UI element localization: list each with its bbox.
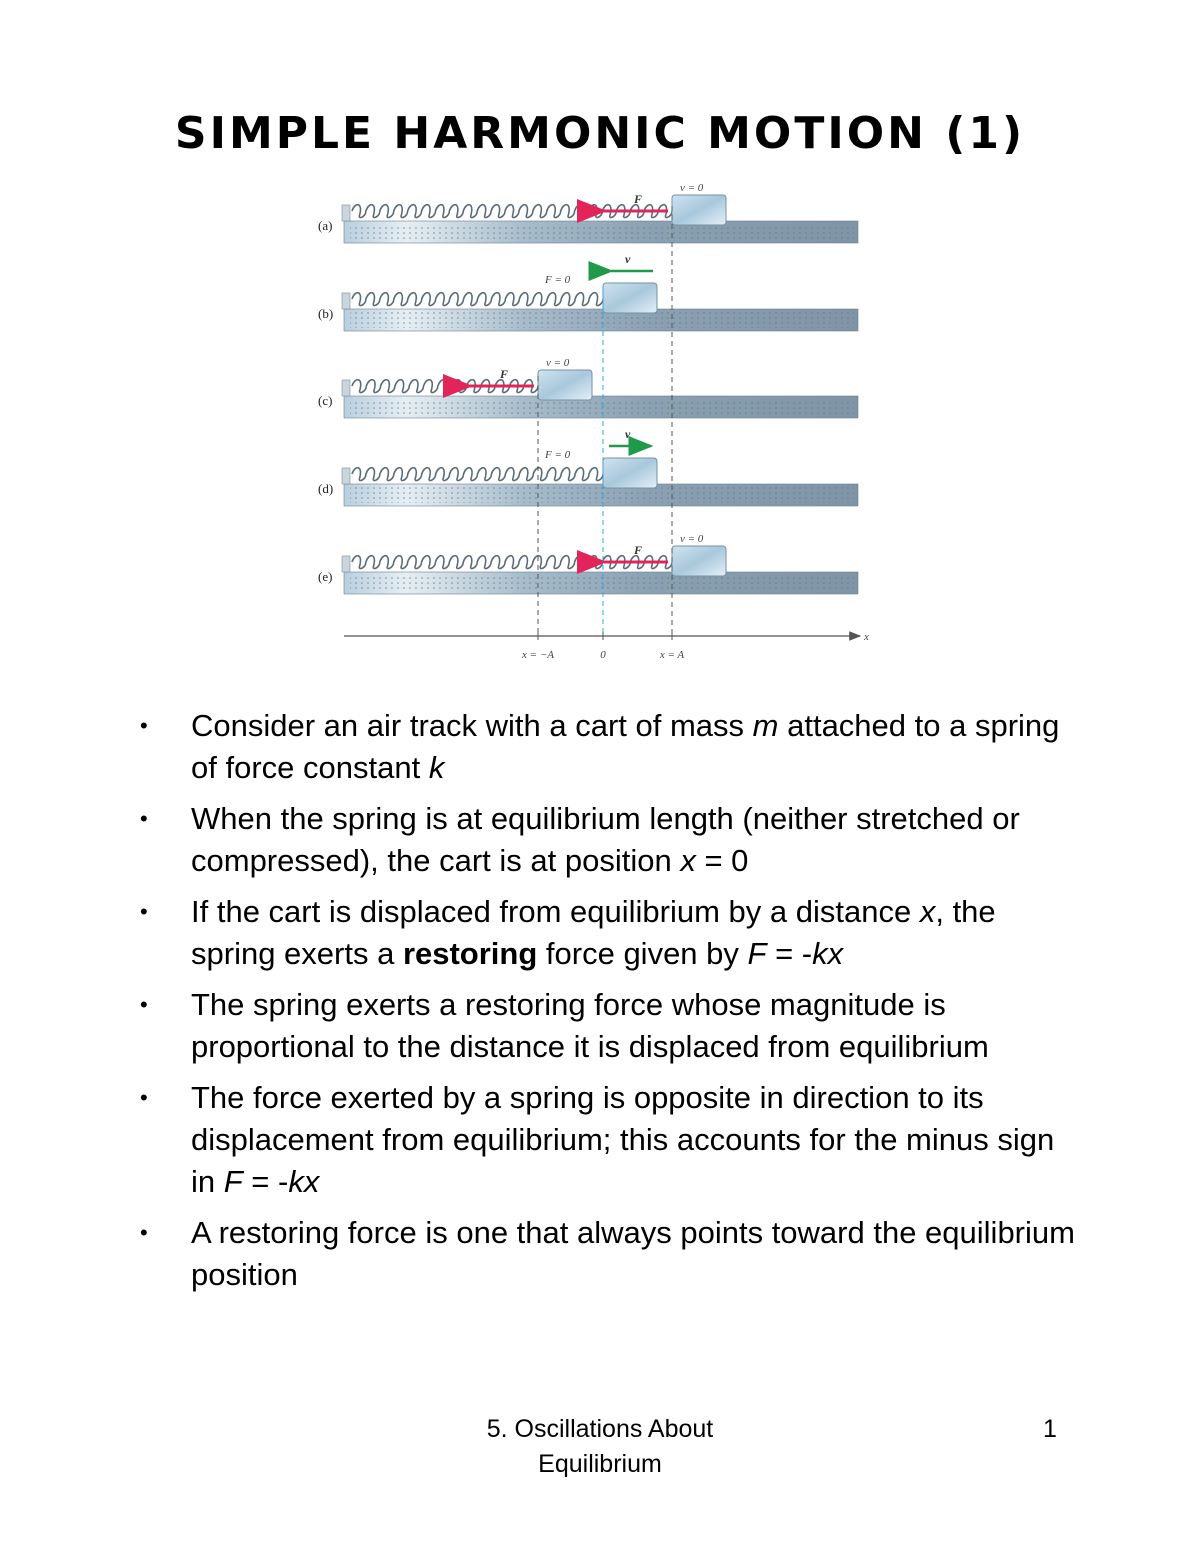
bullet-item — [140, 705, 1080, 789]
axis-tick-label: x = A — [659, 649, 685, 661]
cart — [672, 546, 726, 576]
bullet-text: x — [680, 843, 696, 878]
bullet-text: When the spring is at equilibrium length (neither stretched or compressed), the cart is at position — [191, 801, 1020, 878]
panel-label: (b) — [318, 306, 334, 321]
bullet-text: F — [223, 1164, 243, 1199]
velocity-label: v — [625, 252, 631, 266]
footer-chapter-line1: 5. Oscillations About — [486, 1415, 714, 1443]
spring-cart-figure — [300, 176, 880, 676]
bullet-text: The force exerted by a spring is opposite in direction to its displacement from equilibrium; this accounts for the minus sign in — [191, 1080, 1055, 1199]
x-axis-label: x — [864, 631, 869, 643]
speed-label: v = 0 — [546, 357, 570, 369]
axis-tick-label: x = −A — [522, 649, 554, 661]
panel-label: (a) — [318, 218, 333, 233]
bullet-text: force given by — [537, 936, 748, 971]
panel-label: (c) — [318, 393, 333, 408]
bullet-marker: • — [140, 713, 148, 738]
cart — [603, 458, 657, 488]
force-label: F = 0 — [545, 449, 571, 461]
bullet-text: kx — [812, 936, 844, 971]
axis-tick-label: 0 — [600, 649, 606, 661]
bullet-text: k — [428, 750, 445, 785]
bullet-marker: • — [140, 899, 148, 924]
speed-label: v = 0 — [680, 182, 704, 194]
bullet-text: A restoring force is one that always points toward the equilibrium position — [191, 1215, 1075, 1292]
bullet-text: attached to a spring of force constant — [191, 708, 1060, 785]
bullet-text: = - — [242, 1164, 289, 1199]
page-number: 1 — [1043, 1415, 1057, 1443]
bullet-item — [140, 1212, 1080, 1296]
panel-label: (e) — [318, 569, 333, 584]
air-track-holes — [350, 399, 854, 415]
footer-chapter — [420, 1412, 780, 1482]
spring — [352, 468, 603, 481]
spring-cart-diagram — [300, 176, 880, 676]
bullet-marker: • — [140, 992, 148, 1017]
wall-bracket — [342, 293, 350, 309]
force-label: F — [500, 367, 509, 381]
bullet-marker: • — [140, 1085, 148, 1110]
air-track-holes — [350, 487, 854, 503]
force-label: F — [634, 543, 643, 557]
bullet-text: = 0 — [695, 843, 749, 878]
speed-label: v = 0 — [680, 533, 704, 545]
cart — [538, 370, 592, 400]
bullet-marker: • — [140, 1220, 148, 1245]
bullet-text: restoring — [402, 936, 538, 971]
bullet-text: m — [752, 708, 779, 743]
bullet-marker: • — [140, 806, 148, 831]
bullet-text: Consider an air track with a cart of mass — [191, 708, 753, 743]
wall-bracket — [342, 380, 350, 396]
air-track-holes — [350, 575, 854, 591]
bullet-text: F — [747, 936, 767, 971]
cart — [672, 195, 726, 225]
footer-chapter-line2: Equilibrium — [538, 1450, 662, 1478]
air-track-holes — [350, 224, 854, 240]
figure-panels — [318, 182, 858, 594]
bullet-item — [140, 798, 1080, 882]
bullet-list — [140, 705, 1080, 1305]
velocity-label: v — [625, 427, 631, 441]
air-track-holes — [350, 312, 854, 328]
cart — [603, 283, 657, 313]
panel-label: (d) — [318, 481, 334, 496]
bullet-text: , the spring exerts a — [191, 894, 996, 971]
force-label: F = 0 — [545, 274, 571, 286]
bullet-text: kx — [288, 1164, 320, 1199]
wall-bracket — [342, 205, 350, 221]
bullet-item — [140, 891, 1080, 975]
force-label: F — [634, 192, 643, 206]
wall-bracket — [342, 468, 350, 484]
bullet-text: = - — [766, 936, 813, 971]
wall-bracket — [342, 556, 350, 572]
spring — [352, 293, 603, 306]
bullet-text: x — [919, 894, 936, 929]
bullet-item — [140, 984, 1080, 1068]
bullet-text: If the cart is displaced from equilibrium by a distance — [191, 894, 920, 929]
bullet-text: The spring exerts a restoring force whose magnitude is proportional to the distance it is displaced from equilibrium — [191, 987, 989, 1064]
page-title: SIMPLE HARMONIC MOTION (1) — [174, 108, 1026, 159]
bullet-item — [140, 1077, 1080, 1203]
